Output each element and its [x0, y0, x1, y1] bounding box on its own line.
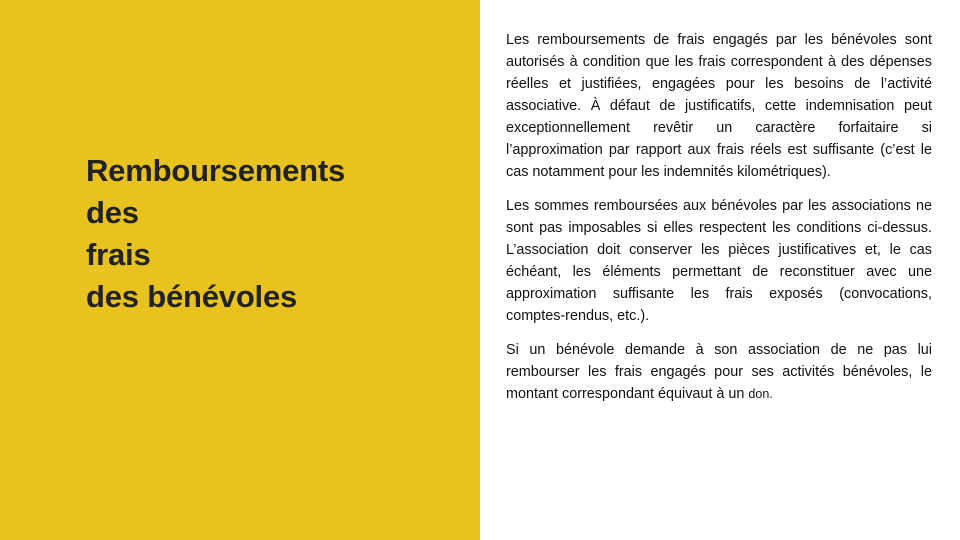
paragraph-3-end: don.	[748, 387, 773, 401]
paragraph-2: Les sommes remboursées aux bénévoles par les associations ne sont pas imposables si elles respectent les conditions ci-dessus. L’association doit conserver les pièces justificatives et, le cas échéant, les éléments permettant de reconstituer avec une approximation suffisante les frais exposés (convocations, comptes-rendus, etc.).	[506, 198, 932, 324]
paragraph-1: Les remboursements de frais engagés par les bénévoles sont autorisés à condition que les frais correspondent à des dépenses réelles et justifiées, engagées pour les besoins de l’activité associative. À défaut de justificatifs, cette indemnisation peut exceptionnellement revêtir un caractère forfaitaire si l’approximation par rapport aux frais réels est suffisante (c’est le cas notamment pour les indemnités kilométriques).	[506, 32, 932, 180]
content-panel	[480, 0, 960, 540]
title-line-3: frais	[86, 237, 151, 272]
paragraph-3-text: Si un bénévole demande à son association de ne pas lui rembourser les frais engagés pour ses activités bénévoles, le montant correspondant équivaut à un	[506, 342, 932, 402]
title-line-2: des	[86, 195, 139, 230]
paragraph-3	[506, 339, 932, 405]
title-line-1: Remboursements	[86, 153, 346, 188]
body-text	[506, 29, 932, 417]
title-line-4: des bénévoles	[86, 279, 298, 314]
slide-title	[86, 150, 345, 318]
